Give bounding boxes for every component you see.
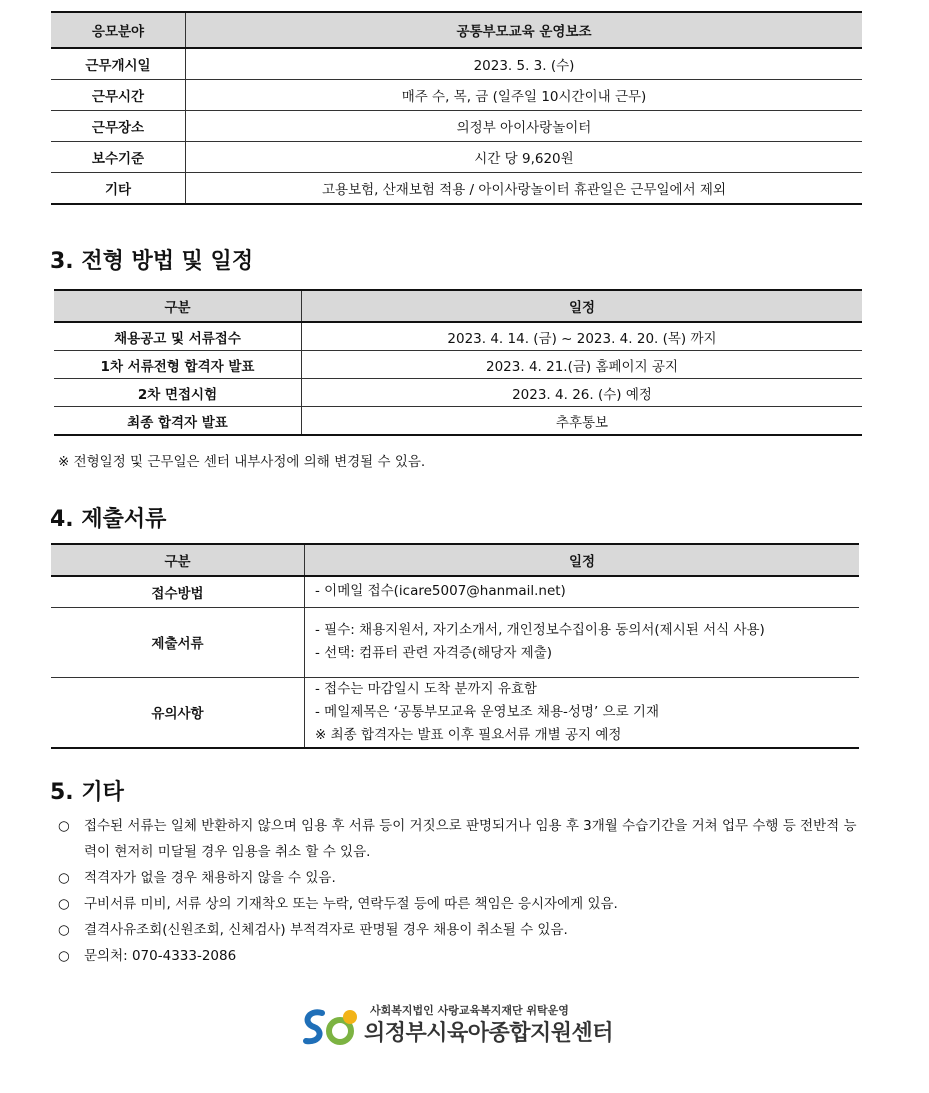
row-value: [305, 677, 860, 748]
row-value: [305, 576, 860, 607]
row-value: 매주 수, 목, 금 (일주일 10시간이내 근무): [186, 80, 863, 111]
header-cell: 일정: [302, 290, 863, 322]
row-label: 보수기준: [51, 142, 186, 173]
row-label: 근무장소: [51, 111, 186, 142]
row-line: - 이메일 접수(icare5007@hanmail.net): [315, 583, 566, 600]
circle-bullet-icon: ○: [58, 922, 70, 938]
row-value: 시간 당 9,620원: [186, 142, 863, 173]
row-line: - 선택: 컴퓨터 관련 자격증(해당자 제출): [315, 645, 553, 661]
row-value: 2023. 5. 3. (수): [186, 48, 863, 80]
schedule-note: ※ 전형일정 및 근무일은 센터 내부사정에 의해 변경될 수 있음.: [58, 454, 426, 470]
row-value: [305, 607, 860, 677]
list-item: [58, 891, 868, 917]
row-line: - 접수는 마감일시 도착 분까지 유효함: [315, 680, 537, 697]
list-item-text: 적격자가 없을 경우 채용하지 않을 수 있음.: [84, 870, 336, 886]
center-logo-icon: [300, 1005, 362, 1047]
row-line: ※ 최종 합격자는 발표 이후 필요서류 개별 공지 예정: [315, 726, 622, 743]
table-row: [54, 379, 862, 407]
row-value: 고용보험, 산재보험 적용 / 아이사랑놀이터 휴관일은 근무일에서 제외: [186, 173, 863, 205]
logo-name: 의정부시육아종합지원센터: [364, 1021, 614, 1046]
table-row: [54, 322, 862, 351]
table-row: [54, 407, 862, 436]
header-cell: 구분: [51, 544, 305, 576]
row-label: 근무개시일: [51, 48, 186, 80]
list-item: [58, 865, 868, 891]
section-4-title: 4. 제출서류: [50, 507, 167, 532]
list-item-text: 결격사유조회(신원조회, 신체검사) 부적격자로 판명될 경우 채용이 취소될 수 있음.: [84, 922, 568, 938]
center-logo: [300, 1001, 630, 1051]
list-item-text: 문의처: 070-4333-2086: [84, 948, 237, 964]
section-3-title: 3. 전형 방법 및 일정: [50, 249, 254, 274]
circle-bullet-icon: ○: [58, 896, 70, 912]
row-label: 제출서류: [51, 607, 305, 677]
list-item: [58, 813, 868, 865]
row-label: 채용공고 및 서류접수: [54, 322, 302, 351]
table-header-row: [51, 12, 862, 48]
header-cell: 일정: [305, 544, 860, 576]
list-item-text: 구비서류 미비, 서류 상의 기재착오 또는 누락, 연락두절 등에 따른 책임은 응시자에게 있음.: [84, 896, 618, 912]
documents-table: [51, 543, 859, 749]
row-label: 접수방법: [51, 576, 305, 607]
row-label: 기타: [51, 173, 186, 205]
row-value: 추후통보: [302, 407, 863, 436]
row-value: 2023. 4. 14. (금) ~ 2023. 4. 20. (목) 까지: [302, 322, 863, 351]
header-cell: 공통부모교육 운영보조: [186, 12, 863, 48]
table-row: [51, 173, 862, 205]
row-label: 1차 서류전형 합격자 발표: [54, 351, 302, 379]
circle-bullet-icon: ○: [58, 948, 70, 964]
list-item: [58, 917, 868, 943]
row-line: - 필수: 채용지원서, 자기소개서, 개인정보수집이용 동의서(제시된 서식 사용): [315, 622, 765, 638]
row-line: - 메일제목은 ‘공통부모교육 운영보조 채용-성명’ 으로 기재: [315, 703, 660, 720]
job-info-table: [51, 11, 862, 205]
list-item-text: 접수된 서류는 일체 반환하지 않으며 임용 후 서류 등이 거짓으로 판명되거나 임용 후 3개월 수습기간을 거쳐 업무 수행 등 전반적 능력이 현저히 미달될 경우 임용을 취소 할 수 있음.: [84, 818, 857, 860]
table-row: [51, 80, 862, 111]
circle-bullet-icon: ○: [58, 870, 70, 886]
schedule-table: [54, 289, 862, 436]
section-5-title: 5. 기타: [50, 780, 124, 805]
table-row: [51, 677, 859, 748]
row-label: 2차 면접시험: [54, 379, 302, 407]
header-cell: 구분: [54, 290, 302, 322]
notes-list: [58, 813, 868, 969]
table-row: [51, 576, 859, 607]
row-value: 2023. 4. 26. (수) 예정: [302, 379, 863, 407]
row-value: 2023. 4. 21.(금) 홈페이지 공지: [302, 351, 863, 379]
table-row: [51, 48, 862, 80]
table-row: [51, 111, 862, 142]
row-label: 근무시간: [51, 80, 186, 111]
row-label: 유의사항: [51, 677, 305, 748]
list-item: [58, 943, 868, 969]
table-row: [51, 142, 862, 173]
logo-subtitle: 사회복지법인 사랑교육복지재단 위탁운영: [370, 1004, 569, 1017]
circle-bullet-icon: ○: [58, 818, 70, 834]
table-header-row: [54, 290, 862, 322]
table-header-row: [51, 544, 859, 576]
row-value: 의정부 아이사랑놀이터: [186, 111, 863, 142]
header-cell: 응모분야: [51, 12, 186, 48]
row-label: 최종 합격자 발표: [54, 407, 302, 436]
table-row: [51, 607, 859, 677]
table-row: [54, 351, 862, 379]
